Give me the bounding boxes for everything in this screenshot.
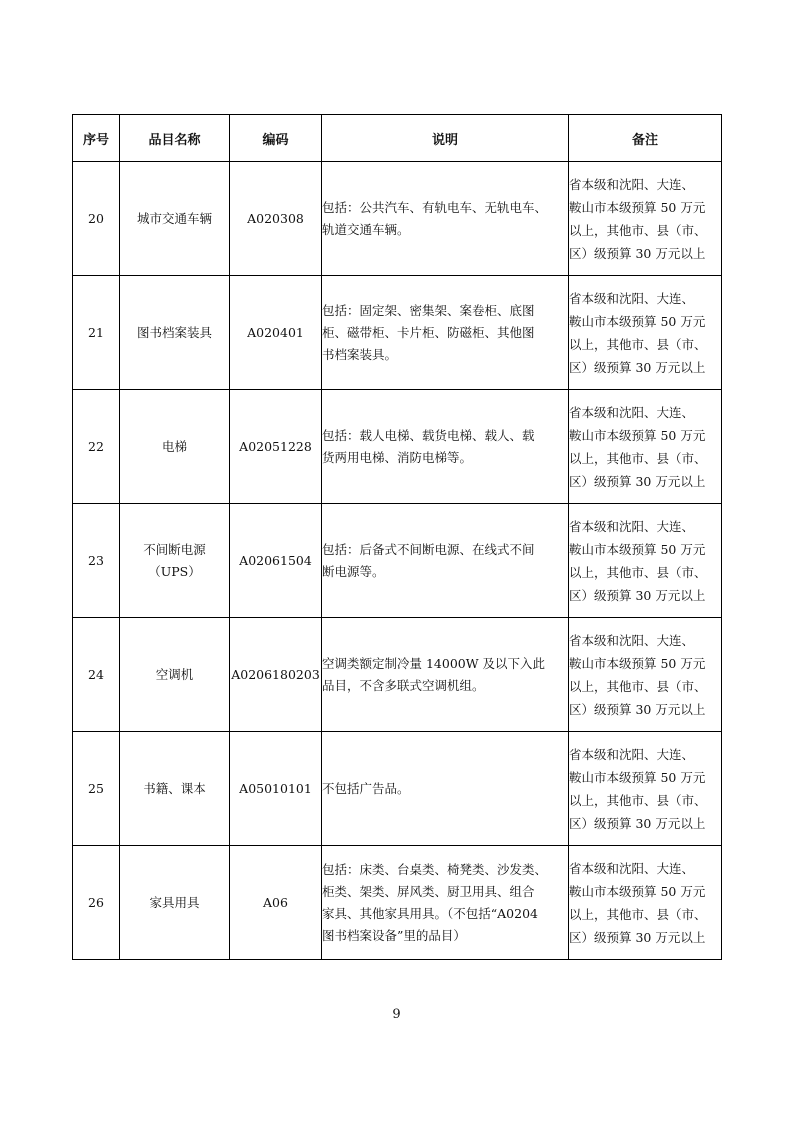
item-name-line: 家具用具 [149,894,200,910]
remarks-line: 省本级和沈阳、大连、 [569,176,695,192]
remarks-line: 以上，其他市、县（市、 [569,222,707,238]
item-name-line: 不间断电源 [143,541,206,557]
remarks-line: 省本级和沈阳、大连、 [569,632,695,648]
remarks-line: 以上，其他市、县（市、 [569,906,707,922]
table-row [73,846,722,960]
cell-description [322,732,569,846]
cell-item-name [120,504,230,618]
cell-description [322,276,569,390]
cell-code: A02051228 [230,390,322,504]
table-header-row [73,115,722,162]
cell-remarks [569,618,722,732]
cell-remarks [569,504,722,618]
description-line: 包括：公共汽车、有轨电车、无轨电车、 [322,199,548,215]
remarks-line: 以上，其他市、县（市、 [569,678,707,694]
header-code: 编码 [230,115,322,162]
cell-item-name [120,390,230,504]
description-line: 轨道交通车辆。 [322,221,410,237]
description-line: 包括：后备式不间断电源、在线式不间 [322,541,535,557]
table-row [73,504,722,618]
cell-item-name [120,162,230,276]
cell-seq: 26 [73,846,120,960]
remarks-line: 省本级和沈阳、大连、 [569,746,695,762]
cell-item-name [120,618,230,732]
description-line: 包括：载人电梯、载货电梯、载人、载 [322,427,535,443]
cell-seq: 20 [73,162,120,276]
cell-item-name [120,732,230,846]
page-number: 9 [392,1007,401,1022]
remarks-line: 区）级预算 30 万元以上 [569,815,706,831]
table-row [73,390,722,504]
cell-description [322,504,569,618]
cell-code: A06 [230,846,322,960]
remarks-line: 区）级预算 30 万元以上 [569,701,706,717]
cell-remarks [569,390,722,504]
item-name-line: 电梯 [161,438,187,454]
cell-code: A0206180203 [230,618,322,732]
table-row [73,618,722,732]
cell-remarks [569,276,722,390]
description-line: 不包括广告品。 [322,780,410,796]
remarks-line: 区）级预算 30 万元以上 [569,245,706,261]
cell-seq: 25 [73,732,120,846]
remarks-line: 省本级和沈阳、大连、 [569,518,695,534]
description-line: 包括：床类、台桌类、椅凳类、沙发类、 [322,861,548,877]
cell-description [322,162,569,276]
remarks-line: 区）级预算 30 万元以上 [569,473,706,489]
description-line: 空调类额定制冷量 14000W 及以下入此 [322,655,546,671]
cell-item-name [120,846,230,960]
item-name-line: 书籍、课本 [143,780,206,796]
remarks-line: 鞍山市本级预算 50 万元 [569,883,706,899]
remarks-line: 区）级预算 30 万元以上 [569,587,706,603]
remarks-line: 鞍山市本级预算 50 万元 [569,313,706,329]
cell-seq: 21 [73,276,120,390]
description-line: 断电源等。 [322,563,385,579]
item-name-line: 空调机 [155,666,194,682]
table-row [73,732,722,846]
remarks-line: 以上，其他市、县（市、 [569,792,707,808]
description-line: 包括：固定架、密集架、案卷柜、底图 [322,302,535,318]
remarks-line: 鞍山市本级预算 50 万元 [569,769,706,785]
table-row [73,276,722,390]
cell-item-name [120,276,230,390]
remarks-line: 鞍山市本级预算 50 万元 [569,199,706,215]
table-row [73,162,722,276]
item-name-line: 图书档案装具 [136,324,212,340]
cell-code: A020401 [230,276,322,390]
cell-code: A05010101 [230,732,322,846]
cell-description [322,390,569,504]
item-name-line: （UPS） [148,563,201,579]
remarks-line: 以上，其他市、县（市、 [569,564,707,580]
cell-code: A02061504 [230,504,322,618]
cell-seq: 23 [73,504,120,618]
cell-remarks [569,732,722,846]
procurement-catalog-table [72,114,722,960]
description-line: 货两用电梯、消防电梯等。 [322,449,473,465]
description-line: 品目，不含多联式空调机组。 [322,677,485,693]
remarks-line: 区）级预算 30 万元以上 [569,359,706,375]
remarks-line: 鞍山市本级预算 50 万元 [569,655,706,671]
description-line: 柜、磁带柜、卡片柜、防磁柜、其他图 [322,324,535,340]
cell-seq: 24 [73,618,120,732]
remarks-line: 省本级和沈阳、大连、 [569,404,695,420]
remarks-line: 鞍山市本级预算 50 万元 [569,541,706,557]
remarks-line: 省本级和沈阳、大连、 [569,290,695,306]
cell-remarks [569,846,722,960]
cell-remarks [569,162,722,276]
remarks-line: 区）级预算 30 万元以上 [569,929,706,945]
description-line: 柜类、架类、屏风类、厨卫用具、组合 [322,883,535,899]
description-line: 图书档案设备”里的品目） [322,927,466,943]
cell-description [322,846,569,960]
item-name-line: 城市交通车辆 [136,210,212,226]
header-item-name: 品目名称 [120,115,230,162]
header-remarks: 备注 [569,115,722,162]
header-description: 说明 [322,115,569,162]
header-seq: 序号 [73,115,120,162]
description-line: 家具、其他家具用具。（不包括“A0204 [322,905,538,921]
remarks-line: 省本级和沈阳、大连、 [569,860,695,876]
cell-seq: 22 [73,390,120,504]
remarks-line: 以上，其他市、县（市、 [569,336,707,352]
cell-description [322,618,569,732]
cell-code: A020308 [230,162,322,276]
description-line: 书档案装具。 [322,346,398,362]
remarks-line: 鞍山市本级预算 50 万元 [569,427,706,443]
remarks-line: 以上，其他市、县（市、 [569,450,707,466]
